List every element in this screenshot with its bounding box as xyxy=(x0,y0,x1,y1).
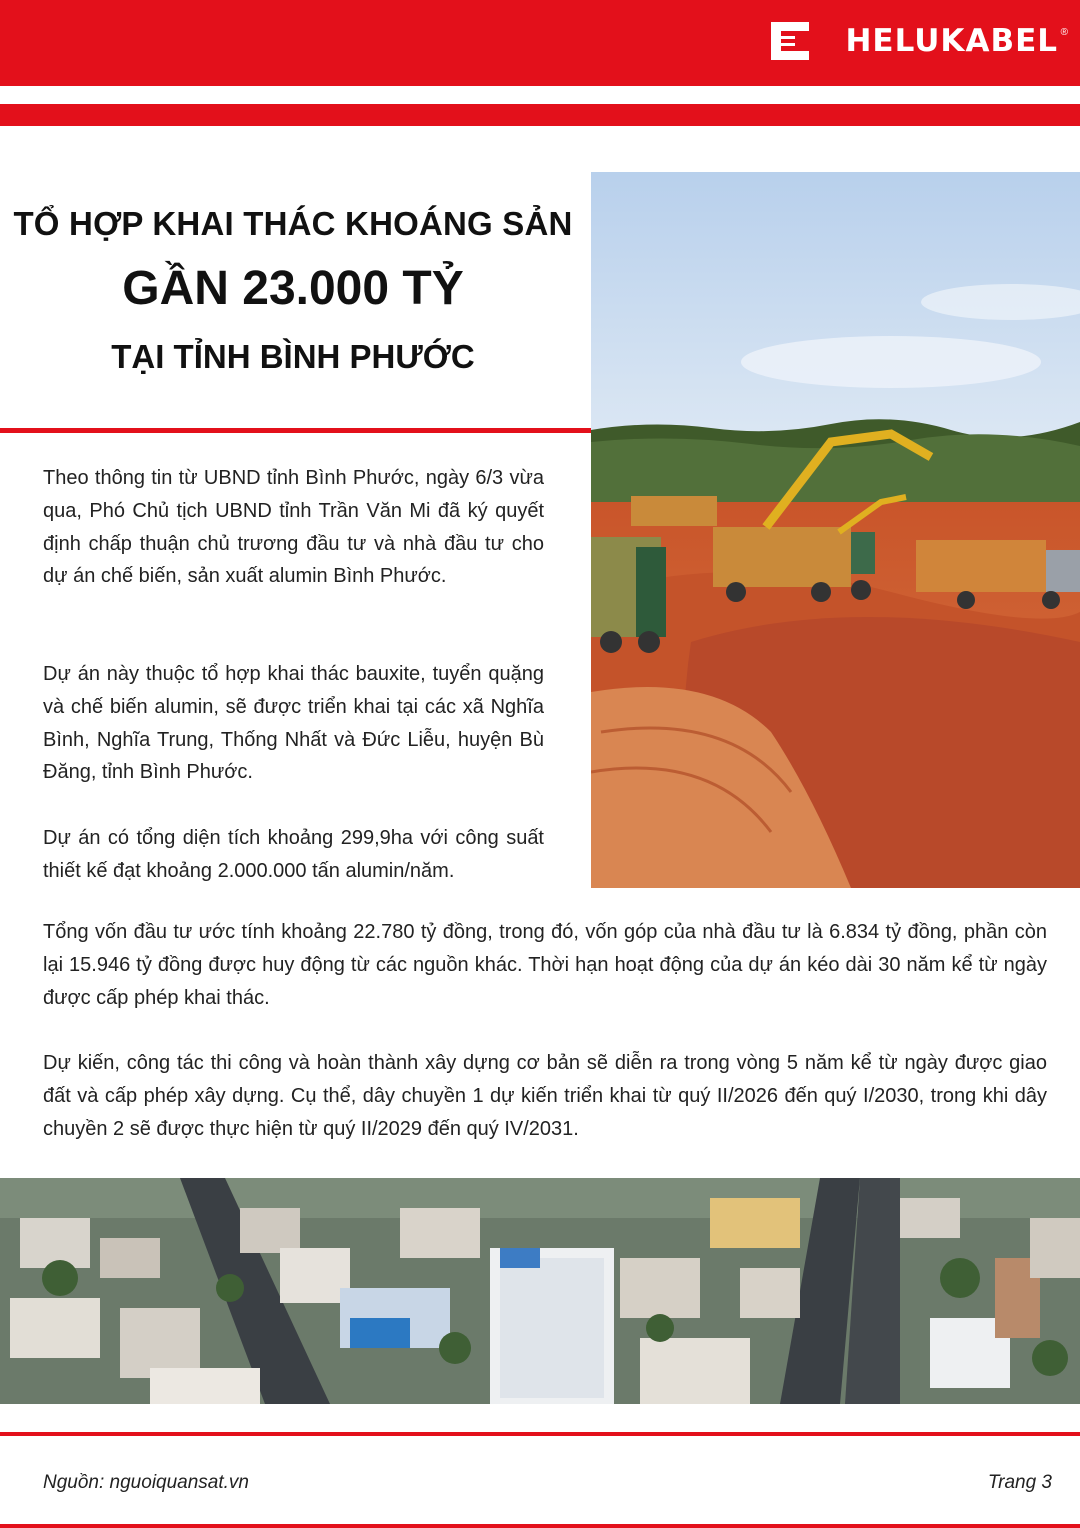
source-citation: Nguồn: nguoiquansat.vn xyxy=(43,1472,249,1493)
page-number: Trang 3 xyxy=(987,1472,1052,1493)
paragraph-5: Dự kiến, công tác thi công và hoàn thành xây dựng cơ bản sẽ diễn ra trong vòng 5 năm kể từ ngày được giao đất và cấp phép xây dựng. Cụ thể, dây chuyền 1 dự kiến triển khai từ quý II/2026 đến quý I/2030, trong khi dây chuyền 2 sẽ được thực hiện từ quý II/2029 đến quý IV/2031. xyxy=(43,1052,1047,1140)
city-aerial-photo xyxy=(0,1178,1080,1404)
paragraph-3: Dự án có tổng diện tích khoảng 299,9ha với công suất thiết kế đạt khoảng 2.000.000 tấn alumin/năm. xyxy=(43,827,544,882)
registered-mark: ® xyxy=(1060,27,1068,38)
article-title xyxy=(0,205,586,376)
paragraph-4: Tổng vốn đầu tư ước tính khoảng 22.780 tỷ đồng, trong đó, vốn góp của nhà đầu tư là 6.834 tỷ đồng, phần còn lại 15.946 tỷ đồng được huy động từ các nguồn khác. Thời hạn hoạt động của dự án kéo dài 30 năm kể từ ngày được cấp phép khai thác. xyxy=(43,921,1047,1009)
brand-name: HELUKABEL xyxy=(845,23,1058,59)
paragraph-2: Dự án này thuộc tổ hợp khai thác bauxite, tuyển quặng và chế biến alumin, sẽ được triển khai tại các xã Nghĩa Bình, Nghĩa Trung, Thống Nhất và Đức Liễu, huyện Bù Đăng, tỉnh Bình Phước. xyxy=(43,663,544,784)
footer-bottom-bar xyxy=(0,1524,1080,1528)
footer-divider xyxy=(0,1432,1080,1436)
title-line-1: TỔ HỢP KHAI THÁC KHOÁNG SẢN xyxy=(13,205,573,242)
header-stripe xyxy=(0,104,1080,126)
title-line-2: GẦN 23.000 TỶ xyxy=(122,262,464,315)
mining-site-photo xyxy=(591,172,1080,888)
title-line-3: TẠI TỈNH BÌNH PHƯỚC xyxy=(111,338,475,375)
helukabel-logo-icon xyxy=(771,22,809,60)
paragraph-1: Theo thông tin từ UBND tỉnh Bình Phước, ngày 6/3 vừa qua, Phó Chủ tịch UBND tỉnh Trần Văn Mi đã ký quyết định chấp thuận chủ trương đầu tư và nhà đầu tư cho dự án chế biến, sản xuất alumin Bình Phước. xyxy=(43,467,544,588)
brand-logo xyxy=(771,18,1068,64)
title-divider xyxy=(0,428,592,433)
